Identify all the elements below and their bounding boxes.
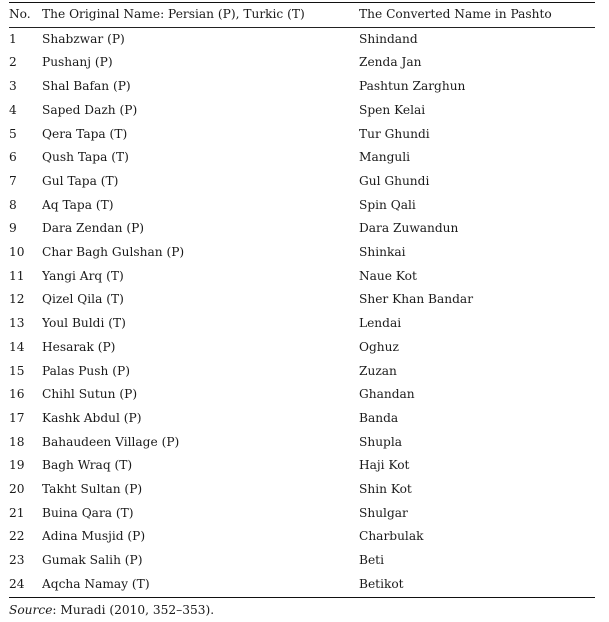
cell-no: 10 <box>9 245 25 260</box>
cell-converted-name: Zuzan <box>359 363 397 378</box>
table-row <box>9 312 595 336</box>
cell-converted-name: Shindand <box>359 31 418 46</box>
source-note <box>9 602 214 618</box>
cell-no: 13 <box>9 316 25 331</box>
header-row <box>9 3 595 27</box>
cell-original-name: Gul Tapa (T) <box>42 173 119 188</box>
cell-converted-name: Shupla <box>359 434 403 449</box>
table-row <box>9 123 595 147</box>
table-row <box>9 75 595 99</box>
cell-original-name: Hesarak (P) <box>42 339 116 354</box>
table-row <box>9 146 595 170</box>
cell-no: 2 <box>9 55 17 70</box>
table-row <box>9 265 595 289</box>
cell-original-name: Buina Qara (T) <box>42 505 134 520</box>
cell-no: 1 <box>9 31 17 46</box>
table-row <box>9 194 595 218</box>
cell-converted-name: Banda <box>359 410 399 425</box>
table-row <box>9 360 595 384</box>
cell-no: 21 <box>9 505 25 520</box>
table-row <box>9 336 595 360</box>
table-row <box>9 288 595 312</box>
cell-no: 23 <box>9 553 25 568</box>
names-table <box>9 3 595 597</box>
table-body <box>9 27 595 596</box>
cell-no: 18 <box>9 434 25 449</box>
cell-converted-name: Haji Kot <box>359 458 410 473</box>
source-label: Source <box>9 603 53 617</box>
cell-no: 15 <box>9 363 25 378</box>
table-row <box>9 99 595 123</box>
header-no: No. <box>9 3 42 27</box>
names-table-container <box>9 2 595 598</box>
cell-converted-name: Naue Kot <box>359 268 417 283</box>
cell-original-name: Youl Buldi (T) <box>42 316 126 331</box>
cell-original-name: Aq Tapa (T) <box>42 197 114 212</box>
table-row <box>9 573 595 597</box>
table-row <box>9 217 595 241</box>
cell-original-name: Palas Push (P) <box>42 363 130 378</box>
cell-no: 24 <box>9 576 25 591</box>
table-row <box>9 51 595 75</box>
cell-no: 17 <box>9 410 25 425</box>
cell-converted-name: Pashtun Zarghun <box>359 79 466 94</box>
header-original-name: The Original Name: Persian (P), Turkic (T) <box>42 3 359 27</box>
cell-original-name: Gumak Salih (P) <box>42 553 143 568</box>
cell-converted-name: Oghuz <box>359 339 399 354</box>
cell-converted-name: Tur Ghundi <box>359 126 430 141</box>
table-row <box>9 241 595 265</box>
cell-converted-name: Beti <box>359 553 384 568</box>
cell-original-name: Kashk Abdul (P) <box>42 410 142 425</box>
cell-no: 3 <box>9 79 17 94</box>
cell-converted-name: Spen Kelai <box>359 102 426 117</box>
cell-converted-name: Spin Qali <box>359 197 416 212</box>
cell-converted-name: Shin Kot <box>359 482 412 497</box>
cell-no: 11 <box>9 268 25 283</box>
cell-no: 4 <box>9 102 17 117</box>
cell-original-name: Shabzwar (P) <box>42 31 125 46</box>
cell-converted-name: Betikot <box>359 576 404 591</box>
cell-converted-name: Ghandan <box>359 387 415 402</box>
cell-no: 16 <box>9 387 25 402</box>
cell-no: 8 <box>9 197 17 212</box>
header-converted-name: The Converted Name in Pashto <box>359 3 595 27</box>
bottom-rule <box>9 597 595 598</box>
cell-converted-name: Manguli <box>359 150 411 165</box>
cell-original-name: Takht Sultan (P) <box>42 482 143 497</box>
cell-converted-name: Zenda Jan <box>359 55 422 70</box>
cell-converted-name: Charbulak <box>359 529 424 544</box>
cell-original-name: Bahaudeen Village (P) <box>42 434 180 449</box>
cell-converted-name: Lendai <box>359 316 402 331</box>
table-row <box>9 383 595 407</box>
table-row <box>9 525 595 549</box>
cell-converted-name: Shinkai <box>359 245 406 260</box>
cell-no: 5 <box>9 126 17 141</box>
table-row <box>9 170 595 194</box>
table-row <box>9 407 595 431</box>
cell-original-name: Qera Tapa (T) <box>42 126 128 141</box>
cell-no: 7 <box>9 173 17 188</box>
cell-no: 19 <box>9 458 25 473</box>
cell-no: 22 <box>9 529 25 544</box>
table-row <box>9 478 595 502</box>
cell-converted-name: Gul Ghundi <box>359 173 430 188</box>
cell-converted-name: Sher Khan Bandar <box>359 292 474 307</box>
cell-original-name: Adina Musjid (P) <box>42 529 146 544</box>
cell-original-name: Pushanj (P) <box>42 55 113 70</box>
cell-no: 12 <box>9 292 25 307</box>
cell-no: 14 <box>9 339 25 354</box>
cell-original-name: Saped Dazh (P) <box>42 102 138 117</box>
table-row <box>9 431 595 455</box>
cell-converted-name: Shulgar <box>359 505 408 520</box>
cell-original-name: Char Bagh Gulshan (P) <box>42 245 185 260</box>
source-text: : Muradi (2010, 352–353). <box>52 603 215 617</box>
table-row <box>9 502 595 526</box>
cell-no: 20 <box>9 482 25 497</box>
table-row <box>9 454 595 478</box>
cell-converted-name: Dara Zuwandun <box>359 221 459 236</box>
table-row <box>9 549 595 573</box>
cell-original-name: Yangi Arq (T) <box>42 268 124 283</box>
cell-original-name: Bagh Wraq (T) <box>42 458 133 473</box>
cell-original-name: Shal Bafan (P) <box>42 79 131 94</box>
cell-no: 6 <box>9 150 17 165</box>
table-row <box>9 27 595 51</box>
table-header <box>9 3 595 27</box>
cell-no: 9 <box>9 221 17 236</box>
cell-original-name: Aqcha Namay (T) <box>42 576 150 591</box>
cell-original-name: Qush Tapa (T) <box>42 150 129 165</box>
cell-original-name: Qizel Qila (T) <box>42 292 124 307</box>
cell-original-name: Dara Zendan (P) <box>42 221 145 236</box>
cell-original-name: Chihl Sutun (P) <box>42 387 138 402</box>
